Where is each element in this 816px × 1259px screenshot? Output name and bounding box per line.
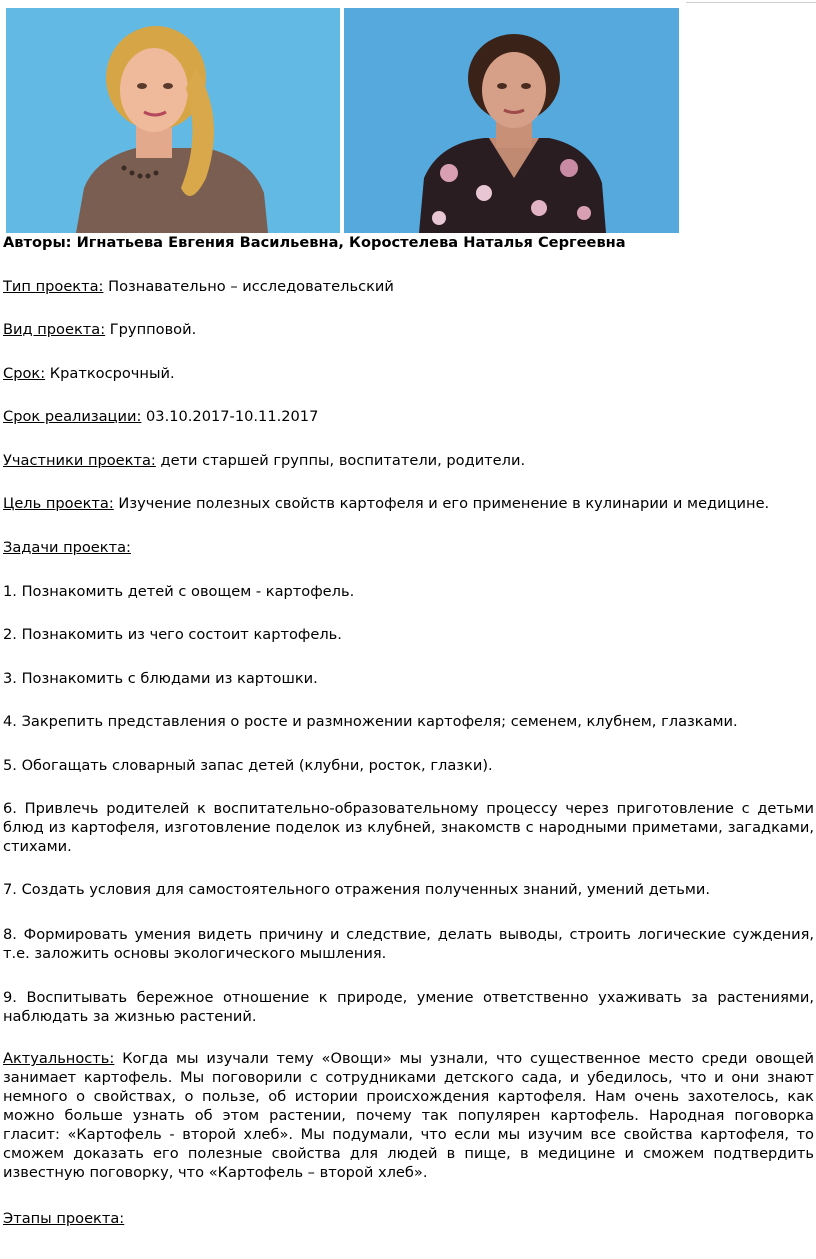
- authors-names: Игнатьева Евгения Васильевна, Коростелева Наталья Сергеевна: [76, 234, 626, 251]
- field-label: Срок:: [3, 365, 46, 382]
- task-item: 6. Привлечь родителей к воспитательно-образовательному процессу через приготовление с детьми блюд из картофеля, изготовление поделок из клубней, знакомств с народными приметами, загадками, стихами.: [3, 800, 814, 855]
- relevance-paragraph: [3, 1049, 814, 1182]
- field-label: Тип проекта:: [3, 278, 104, 295]
- relevance-text: Когда мы изучали тему «Овощи» мы узнали, что существенное место среди овощей занимает картофель. Мы поговорили с сотрудниками детского сада, и убедилось, что и они знают немного о свойствах, о пользе, об истории происхождения картофеля. Нам очень захотелось, как можно больше узнать об этом растении, почему так популярен картофель. Народная поговорка гласит: «Картофель - второй хлеб». Мы подумали, что если мы изучим все свойства картофеля, то сможем доказать его полезные свойства для людей в пище, в медицине и сможем подтвердить известную поговорку, что «Картофель – второй хлеб».: [3, 1050, 814, 1181]
- project-type: [3, 277, 394, 296]
- field-label: Срок реализации:: [3, 408, 142, 425]
- field-value: Изучение полезных свойств картофеля и его применение в кулинарии и медицине.: [118, 495, 770, 512]
- field-value: Групповой.: [109, 321, 197, 338]
- field-label: Участники проекта:: [3, 452, 156, 469]
- field-value: 03.10.2017-10.11.2017: [146, 408, 319, 425]
- authors-label: Авторы:: [3, 234, 72, 251]
- field-value: Познавательно – исследовательский: [108, 278, 394, 295]
- task-item: 9. Воспитывать бережное отношение к природе, умение ответственно ухаживать за растениями, наблюдать за жизнью растений.: [3, 989, 814, 1025]
- task-item: 1. Познакомить детей с овощем - картофель.: [3, 583, 355, 600]
- task-item: 3. Познакомить с блюдами из картошки.: [3, 670, 318, 687]
- tasks-heading: Задачи проекта:: [3, 539, 131, 556]
- stages-heading: Этапы проекта:: [3, 1210, 125, 1227]
- field-label: Вид проекта:: [3, 321, 106, 338]
- task-item: 2. Познакомить из чего состоит картофель.: [3, 626, 342, 643]
- top-rule: [686, 2, 816, 3]
- author-photo-2: [344, 8, 679, 233]
- task-item: 5. Обогащать словарный запас детей (клубни, росток, глазки).: [3, 757, 493, 774]
- relevance-label: Актуальность:: [3, 1050, 115, 1067]
- field-value: Краткосрочный.: [49, 365, 175, 382]
- project-dates: [3, 407, 318, 426]
- task-item: 8. Формировать умения видеть причину и следствие, делать выводы, строить логические суждения, т.е. заложить основы экологического мышления.: [3, 926, 814, 962]
- project-participants: [3, 451, 525, 470]
- author-photo-1: [6, 8, 340, 233]
- authors-line: [3, 233, 626, 252]
- project-kind: [3, 320, 196, 339]
- project-goal: [3, 494, 769, 513]
- field-value: дети старшей группы, воспитатели, родители.: [160, 452, 526, 469]
- task-item: 4. Закрепить представления о росте и размножении картофеля; семенем, клубнем, глазками.: [3, 713, 738, 730]
- field-label: Цель проекта:: [3, 495, 114, 512]
- task-item: 7. Создать условия для самостоятельного отражения полученных знаний, умений детьми.: [3, 881, 710, 898]
- project-term: [3, 364, 175, 383]
